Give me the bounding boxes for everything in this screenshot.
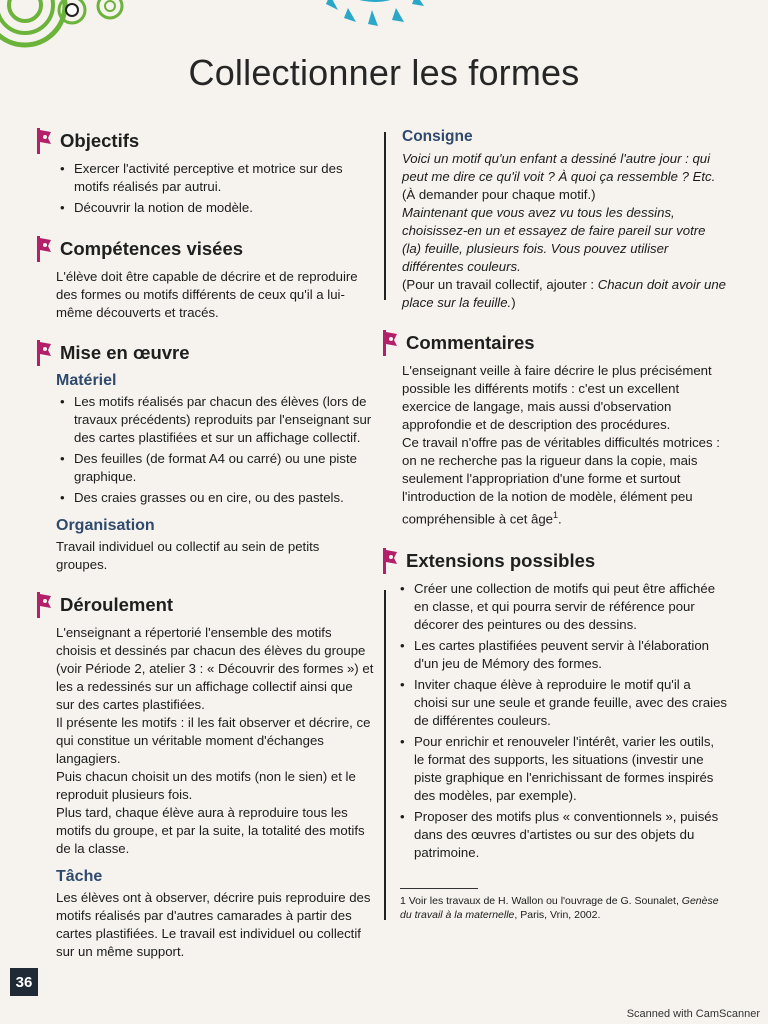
left-column — [36, 128, 374, 961]
list-item: • Proposer des motifs plus « conventionnels », puisés dans des œuvres d'artistes ou sur des objets du patrimoine. — [400, 808, 728, 862]
section-flag-icon — [36, 340, 52, 366]
list-item: • Découvrir la notion de modèle. — [60, 199, 374, 217]
deroulement-heading: Déroulement — [36, 592, 374, 618]
extensions-heading: Extensions possibles — [382, 548, 728, 574]
page-number: 36 — [10, 968, 38, 996]
footnote-rule — [400, 888, 478, 889]
list-item: • Inviter chaque élève à reproduire le motif qu'il a choisi sur une seule et grande feuille, avec des craies de différentes couleurs. — [400, 676, 728, 730]
deroulement-paragraph: Puis chacun choisit un des motifs (non le sien) et le reproduit plusieurs fois. — [56, 769, 356, 802]
objectifs-heading: Objectifs — [36, 128, 374, 154]
sun-decoration-icon — [320, 0, 430, 45]
materiel-list — [36, 393, 374, 507]
section-flag-icon — [36, 128, 52, 154]
footnote: 1 Voir les travaux de H. Wallon ou l'ouvrage de G. Sounalet, Genèse du travail à la maternelle, Paris, Vrin, 2002. — [400, 895, 719, 921]
commentaires-text: Ce travail n'offre pas de véritables difficultés motrices : on ne recherche pas la rigueur dans la copie, mais seulement l'appropriation d'une forme et surtout l'introduction de la notion de modèle, élément peu compréhensible à cet âge$^1$. — [402, 435, 720, 527]
section-flag-icon — [382, 548, 398, 574]
list-item: • Exercer l'activité perceptive et motrice sur des motifs réalisés par autrui. — [60, 160, 374, 196]
list-item: • Des feuilles (de format A4 ou carré) ou une piste graphique. — [60, 450, 374, 486]
column-divider — [384, 132, 386, 300]
section-flag-icon — [36, 236, 52, 262]
consigne-text: (À demander pour chaque motif.) — [402, 187, 596, 202]
extensions-list — [398, 580, 728, 862]
consigne-text: Maintenant que vous avez vu tous les dessins, choisissez-en un et essayez de faire pareil sur votre (la) feuille, plusieurs fois. Vous pouvez utiliser différentes couleurs. — [402, 205, 706, 274]
deroulement-paragraph: Il présente les motifs : il les fait observer et décrire, ce qui constitue un véritable moment d'échanges langagiers. — [56, 715, 371, 766]
column-divider — [384, 590, 386, 920]
section-flag-icon — [36, 592, 52, 618]
section-flag-icon — [382, 330, 398, 356]
list-item: • Les cartes plastifiées peuvent servir à l'élaboration d'un jeu de Mémory des formes. — [400, 637, 728, 673]
scanner-watermark: Scanned with CamScanner — [626, 1008, 760, 1020]
right-column — [398, 128, 728, 865]
tache-heading: Tâche — [56, 868, 103, 885]
materiel-heading: Matériel — [56, 372, 117, 389]
competences-heading: Compétences visées — [36, 236, 374, 262]
organisation-text: Travail individuel ou collectif au sein de petits groupes. — [56, 539, 320, 572]
commentaires-text: L'enseignant veille à faire décrire le plus précisément possible les différents motifs : c'est un excellent exercice de langage, mais aussi d'observation approfondie et de description des procédures. — [402, 363, 712, 432]
commentaires-heading: Commentaires — [382, 330, 728, 356]
deroulement-paragraph: L'enseignant a répertorié l'ensemble des motifs choisis et dessinés par chacun des élèves du groupe (voir Période 2, atelier 3 : « Découvrir des formes ») et les a redessinés sur un affichage collectif ainsi que sur des cartes plastifiées. — [56, 625, 374, 712]
list-item: • Pour enrichir et renouveler l'intérêt, varier les outils, le format des supports, les situations (investir une piste graphique en l'enrichissant de formes inspirés des modèles, par exemple). — [400, 733, 728, 805]
consigne-text: (Pour un travail collectif, ajouter : Chacun doit avoir une place sur la feuille.) — [402, 277, 726, 310]
spiral-decoration-icon — [0, 0, 140, 60]
consigne-heading: Consigne — [402, 128, 473, 145]
tache-text: Les élèves ont à observer, décrire puis reproduire des motifs réalisés par d'autres camarades à partir des cartes plastifiées. Le travail est individuel ou collectif sur un même support. — [56, 890, 371, 959]
page-title: Collectionner les formes — [188, 52, 580, 93]
mise-en-oeuvre-heading: Mise en œuvre — [36, 340, 374, 366]
competences-text: L'élève doit être capable de décrire et de reproduire des formes ou motifs différents de ceux qu'il a lui-même découverts et tracés. — [56, 269, 358, 320]
list-item: • Des craies grasses ou en cire, ou des pastels. — [60, 489, 374, 507]
objectifs-list — [36, 160, 374, 217]
deroulement-paragraph: Plus tard, chaque élève aura à reproduire tous les motifs du groupe, et par la suite, la totalité des motifs de la classe. — [56, 805, 365, 856]
consigne-text: Voici un motif qu'un enfant a dessiné l'autre jour : qui peut me dire ce qu'il voit ? À quoi ça ressemble ? Etc. — [402, 151, 716, 184]
list-item: • Les motifs réalisés par chacun des élèves (lors de travaux précédents) reproduits par l'enseignant sur des cartes plastifiées et sur un affichage collectif. — [60, 393, 374, 447]
organisation-heading: Organisation — [56, 517, 155, 534]
list-item: • Créer une collection de motifs qui peut être affichée en classe, et qui pourra servir de référence pour décorer des peintures ou des dessins. — [400, 580, 728, 634]
